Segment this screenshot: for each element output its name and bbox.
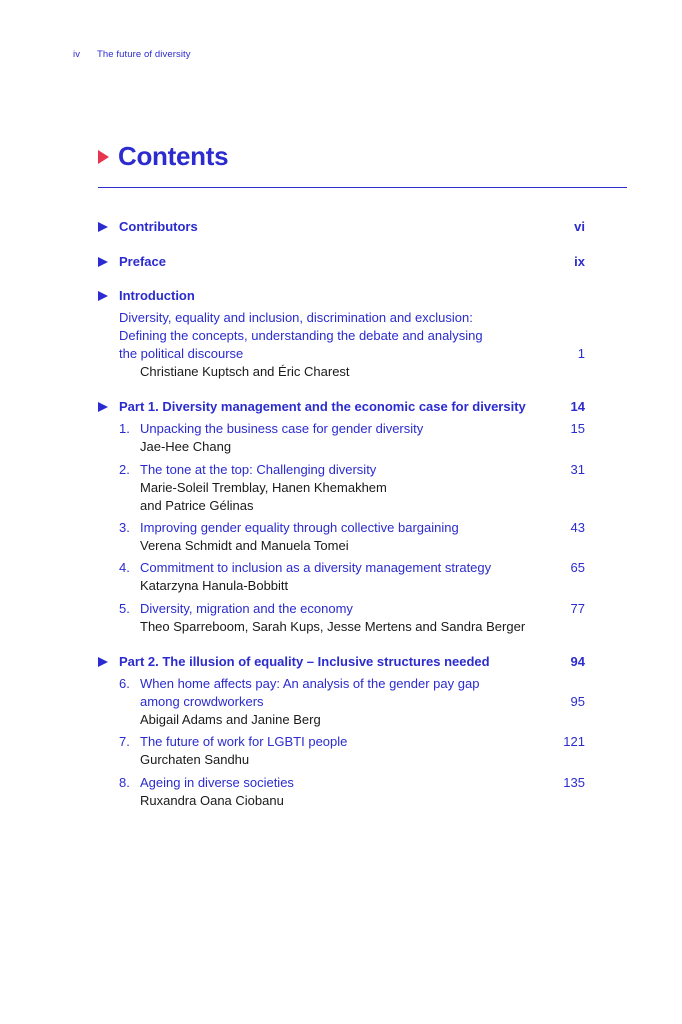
entry-title-line: Improving gender equality through collective bargaining xyxy=(140,520,459,535)
toc-entry-chapter-4[interactable] xyxy=(119,559,585,595)
entry-authors: Jae-Hee Chang xyxy=(140,439,232,454)
running-title: The future of diversity xyxy=(97,49,191,60)
entry-page: 43 xyxy=(570,520,585,535)
toc-entry-chapter-6[interactable] xyxy=(119,675,585,729)
entry-number: 6. xyxy=(119,676,130,691)
toc-section-introduction[interactable] xyxy=(98,287,585,305)
toc-section-preface[interactable] xyxy=(98,253,585,271)
entry-authors: Abigail Adams and Janine Berg xyxy=(140,712,321,727)
page-title: Contents xyxy=(118,141,229,171)
entry-number: 2. xyxy=(119,462,130,477)
section-label: Part 2. The illusion of equality – Inclusive structures needed xyxy=(119,654,490,669)
entry-page: 135 xyxy=(563,775,585,790)
entry-title-line: the political discourse xyxy=(119,346,244,361)
entry-authors: Verena Schmidt and Manuela Tomei xyxy=(140,538,349,553)
entry-title-line: Unpacking the business case for gender diversity xyxy=(140,421,424,436)
toc-entry-chapter-3[interactable] xyxy=(119,519,585,555)
toc-entry-chapter-1[interactable] xyxy=(119,420,585,456)
section-page: 14 xyxy=(570,399,585,414)
entry-number: 8. xyxy=(119,775,130,790)
entry-title-line: Diversity, migration and the economy xyxy=(140,601,353,616)
toc-entry-chapter-5[interactable] xyxy=(119,600,585,636)
toc-section-contributors[interactable] xyxy=(98,218,585,236)
toc-entry-chapter-7[interactable] xyxy=(119,733,585,769)
entry-title-line: Commitment to inclusion as a diversity management strategy xyxy=(140,560,492,575)
section-label: Preface xyxy=(119,254,166,269)
section-page: vi xyxy=(574,219,585,234)
triangle-bullet-icon xyxy=(98,222,108,232)
entry-title-line: When home affects pay: An analysis of the gender pay gap xyxy=(140,676,480,691)
entry-authors: Gurchaten Sandhu xyxy=(140,752,250,767)
entry-page: 15 xyxy=(570,421,585,436)
entry-authors: Christiane Kuptsch and Éric Charest xyxy=(140,364,350,379)
entry-number: 7. xyxy=(119,734,130,749)
triangle-bullet-icon xyxy=(98,257,108,267)
section-label: Part 1. Diversity management and the economic case for diversity xyxy=(119,399,526,414)
toc-entry-introduction[interactable] xyxy=(119,309,585,381)
entry-title-line: Ageing in diverse societies xyxy=(140,775,294,790)
entry-page: 1 xyxy=(577,346,585,361)
entry-authors: Marie-Soleil Tremblay, Hanen Khemakhem xyxy=(140,480,387,495)
running-header xyxy=(73,49,191,60)
toc-entry-chapter-8[interactable] xyxy=(119,774,585,810)
section-page: 94 xyxy=(570,654,585,669)
entry-number: 4. xyxy=(119,560,130,575)
triangle-bullet-icon xyxy=(98,402,108,412)
toc-section-part2[interactable] xyxy=(98,653,585,671)
entry-number: 3. xyxy=(119,520,130,535)
entry-title-line: The tone at the top: Challenging diversity xyxy=(140,462,377,477)
entry-title-line: Diversity, equality and inclusion, discrimination and exclusion: xyxy=(119,310,473,325)
entry-number: 5. xyxy=(119,601,130,616)
page-number: iv xyxy=(73,49,81,60)
entry-authors: and Patrice Gélinas xyxy=(140,498,254,513)
entry-authors: Katarzyna Hanula-Bobbitt xyxy=(140,578,289,593)
section-page: ix xyxy=(574,254,585,269)
entry-page: 31 xyxy=(570,462,585,477)
entry-authors: Theo Sparreboom, Sarah Kups, Jesse Mertens and Sandra Berger xyxy=(140,619,526,634)
triangle-bullet-icon xyxy=(98,291,108,301)
contents-heading xyxy=(98,141,228,172)
entry-page: 77 xyxy=(570,601,585,616)
toc-section-part1[interactable] xyxy=(98,398,585,416)
entry-page: 95 xyxy=(570,694,585,709)
triangle-bullet-icon xyxy=(98,657,108,667)
entry-page: 121 xyxy=(563,734,585,749)
entry-title-line: Defining the concepts, understanding the debate and analysing xyxy=(119,328,483,343)
toc-entry-chapter-2[interactable] xyxy=(119,461,585,515)
entry-number: 1. xyxy=(119,421,130,436)
entry-page: 65 xyxy=(570,560,585,575)
section-label: Introduction xyxy=(119,288,195,303)
entry-title-line: among crowdworkers xyxy=(140,694,264,709)
entry-title-line: The future of work for LGBTI people xyxy=(140,734,348,749)
entry-authors: Ruxandra Oana Ciobanu xyxy=(140,793,284,808)
section-label: Contributors xyxy=(119,219,198,234)
red-triangle-icon xyxy=(98,150,109,164)
title-divider xyxy=(98,187,627,188)
